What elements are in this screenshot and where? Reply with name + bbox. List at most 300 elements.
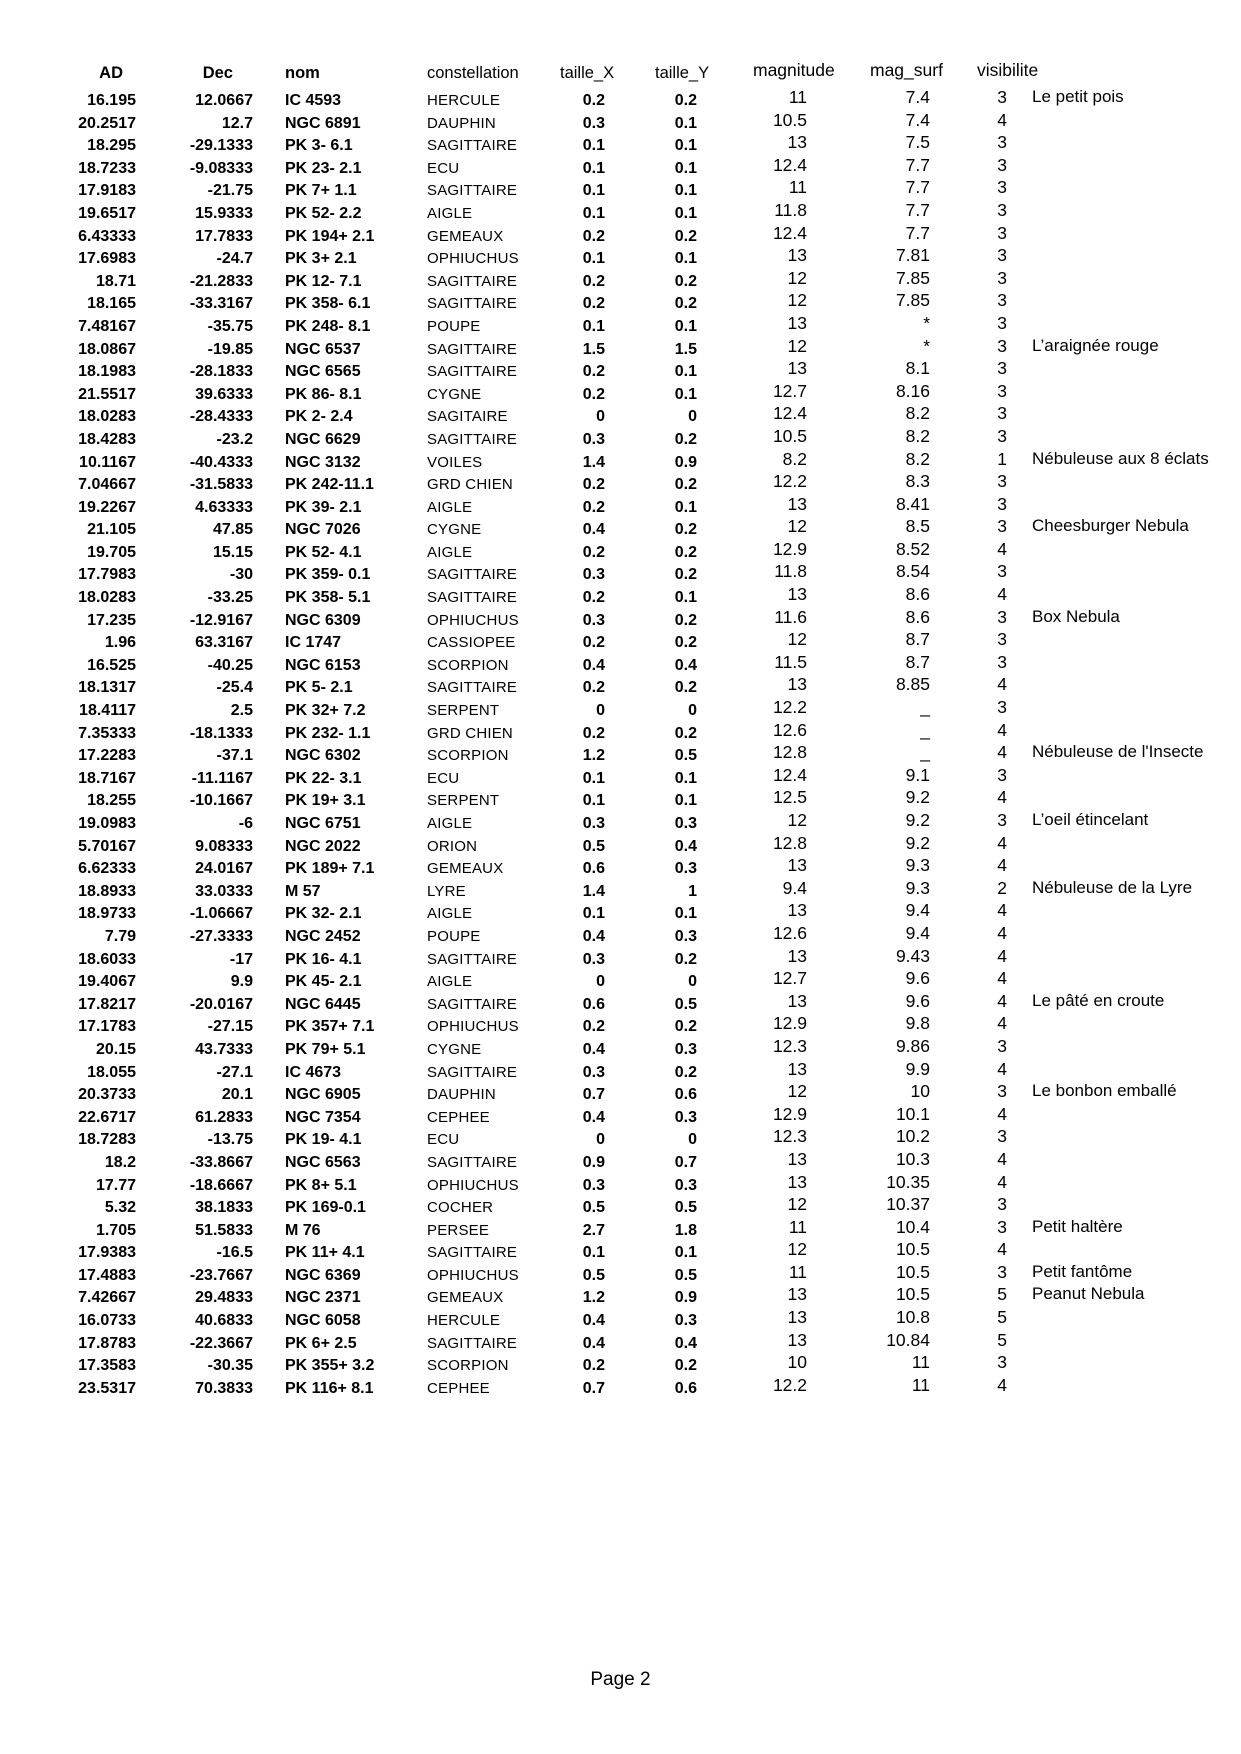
cell-ad: 18.165	[87, 295, 136, 313]
cell-visibilite: 4	[997, 900, 1007, 921]
cell-ad: 18.4117	[79, 702, 136, 720]
cell-dec: 15.9333	[195, 204, 253, 222]
cell-dec: -27.15	[207, 1018, 253, 1036]
cell-comment	[1007, 583, 1241, 606]
cell-constellation: SAGITTAIRE	[427, 950, 518, 968]
cell-dec: -23.7667	[189, 1266, 253, 1284]
cell-dec: 63.3167	[195, 634, 253, 652]
cell-magnitude: 13	[787, 132, 807, 153]
cell-nom: PK 45- 2.1	[285, 973, 362, 991]
cell-ad: 18.0867	[78, 340, 136, 358]
cell-nom: PK 32+ 7.2	[285, 702, 366, 720]
cell-comment	[1007, 1103, 1241, 1126]
cell-comment	[1007, 1148, 1241, 1171]
cell-taille-y: 0.4	[674, 1334, 697, 1352]
cell-nom: NGC 6537	[285, 340, 361, 358]
cell-constellation: GEMEAUX	[427, 227, 504, 245]
cell-mag-surf: 9.9	[905, 1058, 930, 1079]
cell-constellation: CYGNE	[427, 385, 482, 403]
cell-comment	[1007, 764, 1241, 787]
cell-constellation: SERPENT	[427, 702, 500, 720]
nebula-catalog-table	[0, 58, 1241, 1400]
cell-mag-surf: 10.5	[895, 1284, 930, 1305]
cell-mag-surf: 7.4	[905, 109, 930, 130]
cell-mag-surf: 8.1	[905, 358, 930, 379]
cell-magnitude: 12	[787, 290, 807, 311]
cell-comment	[1007, 719, 1241, 742]
cell-ad: 7.79	[104, 927, 136, 945]
cell-mag-surf: 10.8	[895, 1307, 930, 1328]
cell-nom: PK 357+ 7.1	[285, 1018, 375, 1036]
cell-nom: NGC 6369	[285, 1266, 361, 1284]
cell-mag-surf: 10.5	[895, 1261, 930, 1282]
cell-nom: PK 12- 7.1	[285, 272, 362, 290]
cell-constellation: SCORPION	[427, 1357, 509, 1375]
cell-magnitude: 13	[787, 1307, 807, 1328]
cell-comment	[1007, 922, 1241, 945]
cell-taille-x: 0.1	[582, 204, 605, 222]
cell-constellation: HERCULE	[427, 1312, 501, 1330]
cell-taille-y: 0.3	[674, 860, 697, 878]
cell-magnitude: 12	[787, 629, 807, 650]
cell-comment: Peanut Nebula	[1032, 1284, 1145, 1304]
cell-nom: PK 3+ 2.1	[285, 250, 357, 268]
cell-ad: 22.6717	[78, 1108, 136, 1126]
cell-visibilite: 3	[997, 154, 1007, 175]
cell-visibilite: 4	[997, 1239, 1007, 1260]
cell-constellation: SAGITTAIRE	[427, 340, 518, 358]
cell-nom: M 76	[285, 1221, 321, 1239]
cell-taille-x: 0.4	[582, 1108, 605, 1126]
cell-taille-y: 0.2	[674, 950, 697, 968]
cell-dec: -11.1167	[191, 769, 253, 787]
cell-ad: 18.255	[87, 792, 136, 810]
cell-constellation: SAGITTAIRE	[427, 182, 518, 200]
cell-nom: PK 5- 2.1	[285, 679, 353, 697]
cell-taille-x: 0.2	[582, 295, 605, 313]
cell-mag-surf: 9.2	[905, 810, 930, 830]
cell-constellation: AIGLE	[427, 973, 473, 991]
cell-dec: 33.0333	[195, 882, 253, 900]
cell-dec: 24.0167	[195, 860, 253, 878]
cell-magnitude: 13	[787, 584, 807, 605]
cell-dec: -18.6667	[189, 1176, 253, 1194]
cell-mag-surf: 8.85	[895, 674, 930, 695]
cell-dec: -25.4	[216, 679, 253, 697]
col-header-taille-y: taille_Y	[655, 64, 710, 82]
cell-taille-x: 0.4	[582, 521, 605, 539]
cell-taille-y: 0.4	[674, 837, 697, 855]
cell-taille-y: 0.2	[674, 611, 697, 629]
cell-taille-y: 0.2	[674, 1018, 697, 1036]
cell-taille-y: 0.2	[674, 430, 697, 448]
cell-visibilite: 4	[997, 584, 1007, 605]
cell-comment	[1007, 1238, 1241, 1261]
cell-constellation: CYGNE	[427, 521, 482, 539]
cell-taille-y: 0.1	[674, 137, 697, 155]
cell-comment	[1007, 1012, 1241, 1035]
cell-constellation: ORION	[427, 837, 478, 855]
cell-nom: NGC 3132	[285, 453, 361, 471]
cell-ad: 17.8217	[78, 995, 136, 1013]
cell-taille-x: 0.1	[582, 182, 605, 200]
cell-visibilite: 2	[997, 877, 1007, 898]
cell-visibilite: 3	[997, 335, 1007, 356]
cell-comment: Le petit pois	[1032, 87, 1124, 106]
cell-ad: 20.3733	[78, 1086, 136, 1104]
cell-dec: -33.8667	[189, 1153, 253, 1171]
cell-comment: Box Nebula	[1032, 606, 1120, 626]
cell-ad: 17.235	[87, 611, 136, 629]
cell-mag-surf: 7.5	[905, 132, 930, 153]
cell-dec: -29.1333	[189, 137, 253, 155]
cell-visibilite: 4	[997, 674, 1007, 695]
cell-taille-x: 0.1	[582, 159, 605, 177]
cell-visibilite: 3	[997, 245, 1007, 266]
cell-mag-surf: _	[920, 742, 930, 763]
cell-constellation: POUPE	[427, 927, 481, 945]
cell-taille-y: 0.2	[674, 521, 697, 539]
cell-visibilite: 4	[997, 855, 1007, 876]
cell-ad: 19.6517	[78, 204, 136, 222]
cell-magnitude: 13	[787, 1148, 807, 1169]
cell-mag-surf: 10	[910, 1081, 930, 1102]
cell-constellation: OPHIUCHUS	[427, 611, 519, 629]
cell-taille-x: 0.2	[582, 476, 605, 494]
cell-comment	[1007, 1351, 1241, 1374]
cell-taille-y: 0.1	[674, 905, 697, 923]
cell-comment	[1007, 493, 1241, 516]
cell-magnitude: 12	[787, 810, 807, 830]
cell-constellation: CASSIOPEE	[427, 634, 516, 652]
cell-mag-surf: 7.4	[905, 87, 930, 107]
cell-dec: 39.6333	[195, 385, 253, 403]
cell-comment: Nébuleuse de l'Insecte	[1032, 742, 1204, 762]
cell-visibilite: 3	[997, 380, 1007, 401]
cell-nom: NGC 7026	[285, 521, 361, 539]
cell-ad: 17.3583	[78, 1357, 136, 1375]
cell-comment	[1007, 357, 1241, 380]
cell-taille-y: 0.9	[674, 1289, 697, 1307]
cell-ad: 17.1783	[78, 1018, 136, 1036]
cell-taille-x: 0.5	[582, 1266, 605, 1284]
cell-mag-surf: 11	[911, 1374, 930, 1395]
cell-mag-surf: 8.41	[895, 493, 930, 514]
cell-ad: 6.62333	[78, 860, 136, 878]
cell-visibilite: 4	[997, 719, 1007, 740]
cell-comment: Cheesburger Nebula	[1032, 516, 1189, 536]
cell-comment	[1007, 402, 1241, 425]
cell-constellation: VOILES	[427, 453, 483, 471]
cell-comment	[1007, 109, 1241, 132]
cell-visibilite: 5	[997, 1329, 1007, 1350]
cell-visibilite: 4	[997, 832, 1007, 853]
cell-taille-y: 0.3	[674, 1040, 697, 1058]
cell-taille-y: 0.3	[674, 1312, 697, 1330]
cell-nom: IC 1747	[285, 634, 342, 652]
cell-taille-x: 0	[596, 973, 605, 991]
cell-comment	[1007, 244, 1241, 267]
cell-magnitude: 11	[788, 1216, 807, 1237]
cell-taille-y: 0	[688, 702, 697, 720]
cell-constellation: AIGLE	[427, 204, 473, 222]
cell-mag-surf: 9.3	[905, 877, 930, 898]
cell-ad: 20.2517	[78, 114, 136, 132]
cell-nom: PK 355+ 3.2	[285, 1357, 375, 1375]
cell-comment	[1007, 176, 1241, 199]
cell-magnitude: 12	[787, 267, 807, 288]
cell-visibilite: 3	[997, 222, 1007, 243]
cell-constellation: HERCULE	[427, 92, 501, 109]
cell-nom: PK 16- 4.1	[285, 950, 362, 968]
cell-constellation: SAGITTAIRE	[427, 272, 518, 290]
cell-constellation: CEPHEE	[427, 1379, 490, 1397]
cell-dec: 61.2833	[195, 1108, 253, 1126]
cell-ad: 17.4883	[78, 1266, 136, 1284]
cell-mag-surf: 7.81	[895, 245, 930, 266]
cell-constellation: SAGITTAIRE	[427, 995, 518, 1013]
cell-ad: 18.7167	[78, 769, 136, 787]
cell-constellation: COCHER	[427, 1199, 494, 1217]
cell-taille-y: 0.1	[674, 250, 697, 268]
cell-taille-x: 0.4	[582, 1312, 605, 1330]
cell-visibilite: 3	[997, 312, 1007, 333]
cell-dec: 12.0667	[195, 92, 253, 109]
cell-constellation: SAGITTAIRE	[427, 137, 518, 155]
cell-visibilite: 3	[997, 87, 1007, 107]
col-header-nom: nom	[285, 64, 320, 82]
cell-comment: Nébuleuse aux 8 éclats	[1032, 448, 1209, 468]
cell-comment	[1007, 470, 1241, 493]
cell-magnitude: 12.6	[772, 719, 807, 740]
cell-nom: IC 4593	[285, 92, 342, 109]
cell-nom: PK 232- 1.1	[285, 724, 371, 742]
cell-comment: L’araignée rouge	[1032, 335, 1159, 355]
cell-visibilite: 4	[997, 1374, 1007, 1395]
cell-taille-y: 0.3	[674, 1108, 697, 1126]
cell-dec: -21.2833	[189, 272, 253, 290]
cell-comment: Nébuleuse de la Lyre	[1032, 877, 1193, 897]
cell-nom: M 57	[285, 882, 321, 900]
cell-ad: 18.7233	[78, 159, 136, 177]
cell-magnitude: 13	[787, 1329, 807, 1350]
cell-magnitude: 12	[787, 516, 807, 537]
cell-ad: 17.6983	[78, 250, 136, 268]
cell-magnitude: 12.9	[772, 1103, 807, 1124]
cell-constellation: AIGLE	[427, 543, 473, 561]
cell-magnitude: 13	[787, 1171, 807, 1192]
cell-dec: -13.75	[207, 1131, 253, 1149]
cell-comment	[1007, 1193, 1241, 1216]
cell-mag-surf: 7.7	[905, 222, 930, 243]
cell-ad: 18.71	[95, 272, 136, 290]
cell-taille-x: 0.1	[582, 792, 605, 810]
cell-taille-x: 0.1	[582, 137, 605, 155]
cell-visibilite: 3	[997, 1081, 1007, 1102]
cell-visibilite: 4	[997, 945, 1007, 966]
col-header-comment-spacer	[1007, 54, 1241, 84]
cell-comment	[1007, 1035, 1241, 1058]
cell-taille-y: 0.2	[674, 566, 697, 584]
cell-comment	[1007, 222, 1241, 245]
cell-comment	[1007, 899, 1241, 922]
cell-dec: -27.3333	[189, 927, 253, 945]
cell-constellation: GEMEAUX	[427, 860, 504, 878]
cell-nom: PK 116+ 8.1	[285, 1379, 374, 1397]
cell-visibilite: 1	[997, 448, 1007, 469]
cell-comment	[1007, 1306, 1241, 1329]
cell-magnitude: 9.4	[782, 877, 807, 898]
col-header-magnitude: magnitude	[753, 60, 835, 80]
cell-dec: -10.1667	[189, 792, 253, 810]
cell-ad: 19.4067	[78, 973, 136, 991]
cell-mag-surf: 8.52	[895, 538, 930, 559]
cell-visibilite: 3	[997, 810, 1007, 830]
cell-taille-x: 0.4	[582, 1040, 605, 1058]
cell-magnitude: 13	[787, 358, 807, 379]
cell-visibilite: 4	[997, 109, 1007, 130]
cell-taille-y: 0.1	[674, 159, 697, 177]
cell-visibilite: 5	[997, 1284, 1007, 1305]
cell-taille-x: 0.3	[582, 611, 605, 629]
cell-comment	[1007, 673, 1241, 696]
cell-dec: 70.3833	[195, 1379, 253, 1397]
cell-taille-y: 0	[688, 973, 697, 991]
cell-ad: 20.15	[95, 1040, 136, 1058]
cell-magnitude: 12.2	[772, 471, 807, 492]
cell-taille-y: 0.4	[674, 656, 697, 674]
cell-visibilite: 3	[997, 1035, 1007, 1056]
cell-ad: 18.9733	[78, 905, 136, 923]
cell-taille-y: 0.2	[674, 272, 697, 290]
cell-comment	[1007, 560, 1241, 583]
cell-constellation: SAGITTAIRE	[427, 1244, 518, 1262]
cell-nom: PK 3- 6.1	[285, 137, 353, 155]
cell-taille-x: 0.3	[582, 566, 605, 584]
cell-dec: -17	[229, 950, 253, 968]
cell-mag-surf: 10.35	[886, 1171, 930, 1192]
cell-taille-y: 0.6	[674, 1379, 697, 1397]
table-row	[0, 1374, 1241, 1401]
cell-comment	[1007, 967, 1241, 990]
cell-taille-x: 0	[596, 1131, 605, 1149]
cell-nom: NGC 6891	[285, 114, 361, 132]
cell-taille-y: 0.3	[674, 1176, 697, 1194]
cell-magnitude: 13	[787, 674, 807, 695]
cell-dec: 17.7833	[195, 227, 253, 245]
cell-visibilite: 3	[997, 516, 1007, 537]
cell-visibilite: 3	[997, 290, 1007, 311]
cell-magnitude: 13	[787, 493, 807, 514]
cell-magnitude: 12	[787, 1194, 807, 1215]
cell-nom: PK 19+ 3.1	[285, 792, 366, 810]
cell-magnitude: 10	[787, 1352, 807, 1373]
cell-ad: 18.7283	[78, 1131, 136, 1149]
cell-taille-y: 0.5	[674, 1199, 697, 1217]
cell-taille-x: 0	[596, 408, 605, 426]
cell-dec: 4.63333	[195, 498, 253, 516]
cell-nom: NGC 6058	[285, 1312, 361, 1330]
cell-ad: 21.5517	[78, 385, 136, 403]
cell-ad: 16.0733	[78, 1312, 136, 1330]
cell-ad: 19.705	[87, 543, 136, 561]
cell-taille-y: 0	[688, 1131, 697, 1149]
cell-nom: NGC 6302	[285, 747, 361, 765]
cell-constellation: SAGITTAIRE	[427, 679, 518, 697]
cell-comment	[1007, 289, 1241, 312]
cell-mag-surf: 9.2	[905, 787, 930, 808]
cell-nom: PK 23- 2.1	[285, 159, 362, 177]
cell-nom: PK 359- 0.1	[285, 566, 371, 584]
cell-taille-x: 0.6	[582, 860, 605, 878]
cell-nom: PK 11+ 4.1	[285, 1244, 365, 1262]
cell-ad: 17.77	[95, 1176, 136, 1194]
cell-mag-surf: 8.6	[905, 584, 930, 605]
cell-nom: NGC 6565	[285, 363, 361, 381]
cell-magnitude: 12.4	[772, 764, 807, 785]
cell-taille-x: 0.2	[582, 589, 605, 607]
cell-dec: 43.7333	[195, 1040, 253, 1058]
cell-visibilite: 4	[997, 787, 1007, 808]
cell-mag-surf: *	[923, 335, 930, 356]
cell-magnitude: 11.6	[774, 606, 807, 627]
cell-nom: NGC 7354	[285, 1108, 361, 1126]
cell-visibilite: 3	[997, 403, 1007, 424]
cell-comment	[1007, 1329, 1241, 1352]
cell-constellation: SAGITTAIRE	[427, 566, 518, 584]
cell-magnitude: 12.6	[772, 922, 807, 943]
cell-dec: -40.4333	[189, 453, 253, 471]
cell-magnitude: 8.2	[782, 448, 807, 469]
cell-ad: 18.0283	[78, 589, 136, 607]
cell-constellation: GRD CHIEN	[427, 724, 513, 742]
cell-magnitude: 12.4	[772, 154, 807, 175]
cell-nom: PK 2- 2.4	[285, 408, 353, 426]
cell-visibilite: 3	[997, 1216, 1007, 1237]
cell-taille-x: 0.7	[582, 1086, 605, 1104]
cell-constellation: AIGLE	[427, 905, 473, 923]
cell-visibilite: 4	[997, 1103, 1007, 1124]
cell-taille-x: 1.4	[582, 453, 605, 471]
cell-constellation: GRD CHIEN	[427, 476, 513, 494]
cell-magnitude: 12.5	[772, 787, 807, 808]
cell-taille-y: 0.1	[674, 498, 697, 516]
cell-mag-surf: _	[920, 697, 930, 718]
cell-taille-y: 0.1	[674, 1244, 697, 1262]
cell-taille-y: 0.6	[674, 1086, 697, 1104]
cell-constellation: SAGITTAIRE	[427, 363, 518, 381]
cell-ad: 7.48167	[78, 317, 136, 335]
cell-comment	[1007, 380, 1241, 403]
cell-visibilite: 4	[997, 922, 1007, 943]
cell-dec: -24.7	[216, 250, 253, 268]
cell-taille-x: 0.3	[582, 1063, 605, 1081]
cell-visibilite: 4	[997, 968, 1007, 989]
cell-magnitude: 13	[787, 1058, 807, 1079]
cell-magnitude: 13	[787, 900, 807, 921]
cell-ad: 18.0283	[78, 408, 136, 426]
cell-taille-x: 0.1	[582, 250, 605, 268]
cell-magnitude: 12	[787, 1239, 807, 1260]
cell-taille-y: 0.2	[674, 1357, 697, 1375]
cell-ad: 18.6033	[78, 950, 136, 968]
cell-taille-y: 0.3	[674, 815, 697, 832]
cell-comment	[1007, 1058, 1241, 1081]
cell-taille-x: 0.2	[582, 385, 605, 403]
cell-dec: -35.75	[207, 317, 253, 335]
cell-nom: PK 86- 8.1	[285, 385, 362, 403]
cell-ad: 7.42667	[78, 1289, 136, 1307]
